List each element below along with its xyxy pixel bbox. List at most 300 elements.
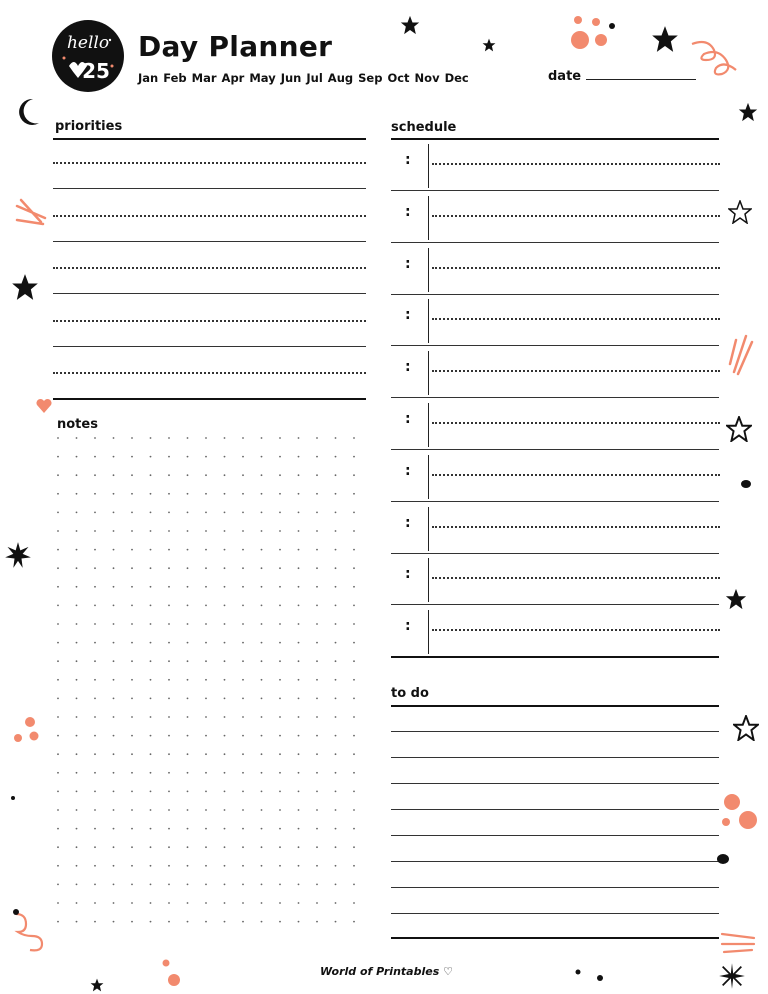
month-jan[interactable]: Jan bbox=[138, 71, 159, 85]
grid-dot bbox=[316, 456, 318, 458]
grid-dot bbox=[187, 716, 189, 718]
page-title: Day Planner bbox=[138, 30, 333, 63]
time-divider bbox=[428, 455, 429, 499]
grid-dot bbox=[353, 884, 355, 886]
grid-dot bbox=[150, 884, 152, 886]
grid-dot bbox=[205, 530, 207, 532]
grid-dot bbox=[187, 660, 189, 662]
grid-dot bbox=[57, 902, 59, 904]
grid-dot bbox=[76, 902, 78, 904]
grid-dot bbox=[353, 865, 355, 867]
grid-dot bbox=[113, 605, 115, 607]
grid-dot bbox=[131, 921, 133, 923]
grid-dot bbox=[224, 791, 226, 793]
grid-dot bbox=[205, 716, 207, 718]
grid-dot bbox=[168, 809, 170, 811]
grid-dot bbox=[76, 567, 78, 569]
grid-dot bbox=[298, 846, 300, 848]
grid-dot bbox=[205, 512, 207, 514]
grid-dot bbox=[94, 586, 96, 588]
grid-dot bbox=[205, 735, 207, 737]
grid-dot bbox=[261, 884, 263, 886]
priorities-bottom-rule bbox=[53, 398, 366, 400]
grid-dot bbox=[224, 865, 226, 867]
grid-dot bbox=[353, 809, 355, 811]
grid-dot bbox=[205, 549, 207, 551]
grid-dot bbox=[242, 921, 244, 923]
month-dec[interactable]: Dec bbox=[444, 71, 469, 85]
grid-dot bbox=[298, 605, 300, 607]
grid-dot bbox=[168, 567, 170, 569]
grid-dot bbox=[261, 698, 263, 700]
time-separator: : bbox=[405, 152, 411, 168]
grid-dot bbox=[316, 735, 318, 737]
schedule-row-divider bbox=[391, 242, 719, 243]
grid-dot bbox=[335, 474, 337, 476]
grid-dot bbox=[76, 809, 78, 811]
priorities-title: priorities bbox=[55, 119, 123, 134]
grid-dot bbox=[113, 530, 115, 532]
grid-dot bbox=[150, 921, 152, 923]
grid-dot bbox=[298, 456, 300, 458]
grid-dot bbox=[94, 698, 96, 700]
grid-dot bbox=[298, 567, 300, 569]
grid-dot bbox=[335, 493, 337, 495]
grid-dot bbox=[150, 716, 152, 718]
grid-dot bbox=[242, 660, 244, 662]
grid-dot bbox=[316, 679, 318, 681]
grid-dot bbox=[205, 921, 207, 923]
grid-dot bbox=[279, 474, 281, 476]
grid-dot bbox=[131, 846, 133, 848]
grid-dot bbox=[57, 772, 59, 774]
hello-2025-logo bbox=[50, 18, 126, 94]
grid-dot bbox=[335, 549, 337, 551]
grid-dot bbox=[353, 921, 355, 923]
grid-dot bbox=[57, 567, 59, 569]
grid-dot bbox=[57, 530, 59, 532]
star-outline-2-icon bbox=[726, 416, 752, 442]
grid-dot bbox=[57, 493, 59, 495]
sparkle-lines-icon bbox=[15, 198, 49, 228]
grid-dot bbox=[298, 679, 300, 681]
grid-dot bbox=[76, 586, 78, 588]
grid-dot bbox=[76, 605, 78, 607]
grid-dot bbox=[242, 605, 244, 607]
notes-dot-grid[interactable] bbox=[52, 432, 370, 944]
grid-dot bbox=[353, 530, 355, 532]
grid-dot bbox=[187, 828, 189, 830]
schedule-entry-line[interactable] bbox=[432, 629, 720, 631]
grid-dot bbox=[279, 921, 281, 923]
grid-dot bbox=[205, 456, 207, 458]
grid-dot bbox=[353, 753, 355, 755]
grid-dot bbox=[94, 902, 96, 904]
grid-dot bbox=[76, 828, 78, 830]
grid-dot bbox=[316, 474, 318, 476]
swirl-icon bbox=[12, 908, 60, 956]
time-divider bbox=[428, 558, 429, 602]
grid-dot bbox=[205, 753, 207, 755]
time-separator: : bbox=[405, 618, 411, 635]
grid-dot bbox=[298, 698, 300, 700]
grid-dot bbox=[205, 884, 207, 886]
priorities-rule bbox=[53, 138, 366, 140]
grid-dot bbox=[57, 716, 59, 718]
todo-line[interactable] bbox=[391, 809, 719, 810]
grid-dot bbox=[113, 642, 115, 644]
grid-dot bbox=[187, 437, 189, 439]
star-small-top-icon bbox=[482, 38, 496, 52]
priority-line[interactable] bbox=[53, 267, 366, 269]
grid-dot bbox=[76, 549, 78, 551]
grid-dot bbox=[187, 549, 189, 551]
grid-dot bbox=[261, 809, 263, 811]
grid-dot bbox=[353, 549, 355, 551]
grid-dot bbox=[224, 493, 226, 495]
grid-dot bbox=[242, 549, 244, 551]
grid-dot bbox=[224, 884, 226, 886]
grid-dot bbox=[113, 753, 115, 755]
month-jul[interactable]: Jul bbox=[306, 71, 323, 85]
star-icon bbox=[11, 273, 39, 301]
grid-dot bbox=[279, 791, 281, 793]
grid-dot bbox=[242, 698, 244, 700]
dots-coral-bottom-icon bbox=[160, 958, 184, 988]
grid-dot bbox=[150, 623, 152, 625]
priority-divider bbox=[53, 241, 366, 242]
grid-dot bbox=[353, 772, 355, 774]
grid-dot bbox=[113, 772, 115, 774]
grid-dot bbox=[261, 642, 263, 644]
grid-dot bbox=[353, 735, 355, 737]
grid-dot bbox=[279, 586, 281, 588]
grid-dot bbox=[187, 753, 189, 755]
grid-dot bbox=[131, 660, 133, 662]
grid-dot bbox=[205, 902, 207, 904]
grid-dot bbox=[353, 791, 355, 793]
schedule-entry-line[interactable] bbox=[432, 267, 720, 269]
grid-dot bbox=[94, 921, 96, 923]
grid-dot bbox=[353, 605, 355, 607]
todo-line[interactable] bbox=[391, 835, 719, 836]
schedule-title: schedule bbox=[391, 120, 457, 135]
month-sep[interactable]: Sep bbox=[358, 71, 383, 85]
grid-dot bbox=[94, 753, 96, 755]
schedule-row-divider bbox=[391, 449, 719, 450]
grid-dot bbox=[242, 716, 244, 718]
grid-dot bbox=[279, 512, 281, 514]
svg-text:25: 25 bbox=[82, 59, 110, 83]
grid-dot bbox=[224, 605, 226, 607]
grid-dot bbox=[131, 642, 133, 644]
grid-dot bbox=[335, 865, 337, 867]
month-mar[interactable]: Mar bbox=[191, 71, 217, 85]
time-divider bbox=[428, 507, 429, 551]
grid-dot bbox=[168, 437, 170, 439]
grid-dot bbox=[76, 530, 78, 532]
grid-dot bbox=[205, 809, 207, 811]
grid-dot bbox=[316, 772, 318, 774]
grid-dot bbox=[242, 846, 244, 848]
grid-dot bbox=[224, 753, 226, 755]
small-star-icon bbox=[90, 978, 104, 992]
grid-dot bbox=[168, 549, 170, 551]
grid-dot bbox=[224, 586, 226, 588]
date-field[interactable] bbox=[586, 79, 696, 80]
grid-dot bbox=[94, 493, 96, 495]
grid-dot bbox=[76, 772, 78, 774]
schedule-row-divider bbox=[391, 604, 719, 605]
grid-dot bbox=[131, 567, 133, 569]
grid-dot bbox=[335, 623, 337, 625]
grid-dot bbox=[94, 828, 96, 830]
grid-dot bbox=[150, 865, 152, 867]
grid-dot bbox=[168, 753, 170, 755]
schedule-row-divider bbox=[391, 294, 719, 295]
grid-dot bbox=[57, 512, 59, 514]
grid-dot bbox=[353, 586, 355, 588]
grid-dot bbox=[261, 772, 263, 774]
grid-dot bbox=[94, 605, 96, 607]
grid-dot bbox=[242, 772, 244, 774]
grid-dot bbox=[131, 549, 133, 551]
schedule-entry-line[interactable] bbox=[432, 215, 720, 217]
schedule-entry-line[interactable] bbox=[432, 370, 720, 372]
grid-dot bbox=[279, 698, 281, 700]
star-right-2-icon bbox=[725, 588, 747, 610]
grid-dot bbox=[224, 437, 226, 439]
priority-line[interactable] bbox=[53, 215, 366, 217]
grid-dot bbox=[113, 698, 115, 700]
grid-dot bbox=[316, 753, 318, 755]
grid-dot bbox=[187, 772, 189, 774]
schedule-entry-line[interactable] bbox=[432, 474, 720, 476]
burst-star-icon bbox=[4, 541, 32, 569]
todo-line[interactable] bbox=[391, 757, 719, 758]
grid-dot bbox=[316, 865, 318, 867]
grid-dot bbox=[261, 549, 263, 551]
grid-dot bbox=[76, 716, 78, 718]
grid-dot bbox=[187, 791, 189, 793]
todo-line[interactable] bbox=[391, 783, 719, 784]
grid-dot bbox=[57, 735, 59, 737]
grid-dot bbox=[298, 493, 300, 495]
priority-divider bbox=[53, 346, 366, 347]
grid-dot bbox=[335, 679, 337, 681]
grid-dot bbox=[279, 809, 281, 811]
schedule-entry-line[interactable] bbox=[432, 577, 720, 579]
grid-dot bbox=[316, 437, 318, 439]
grid-dot bbox=[205, 846, 207, 848]
schedule-entry-line[interactable] bbox=[432, 422, 720, 424]
grid-dot bbox=[261, 921, 263, 923]
grid-dot bbox=[168, 846, 170, 848]
grid-dot bbox=[224, 902, 226, 904]
grid-dot bbox=[242, 884, 244, 886]
priority-line[interactable] bbox=[53, 372, 366, 374]
grid-dot bbox=[316, 549, 318, 551]
grid-dot bbox=[57, 884, 59, 886]
grid-dot bbox=[150, 660, 152, 662]
grid-dot bbox=[113, 679, 115, 681]
grid-dot bbox=[205, 698, 207, 700]
grid-dot bbox=[298, 735, 300, 737]
grid-dot bbox=[316, 605, 318, 607]
grid-dot bbox=[242, 474, 244, 476]
grid-dot bbox=[113, 809, 115, 811]
burst-star-bottom-icon bbox=[718, 962, 746, 990]
grid-dot bbox=[261, 623, 263, 625]
month-feb[interactable]: Feb bbox=[163, 71, 187, 85]
grid-dot bbox=[335, 772, 337, 774]
time-divider bbox=[428, 403, 429, 447]
heart-outline-icon: ♡ bbox=[443, 965, 453, 978]
priority-line[interactable] bbox=[53, 162, 366, 164]
grid-dot bbox=[94, 846, 96, 848]
grid-dot bbox=[316, 809, 318, 811]
grid-dot bbox=[168, 828, 170, 830]
grid-dot bbox=[113, 735, 115, 737]
schedule-entry-line[interactable] bbox=[432, 163, 720, 165]
grid-dot bbox=[261, 567, 263, 569]
grid-dot bbox=[298, 586, 300, 588]
priority-divider bbox=[53, 188, 366, 189]
grid-dot bbox=[353, 660, 355, 662]
grid-dot bbox=[76, 921, 78, 923]
brand-footer bbox=[320, 965, 453, 978]
grid-dot bbox=[94, 530, 96, 532]
grid-dot bbox=[113, 791, 115, 793]
grid-dot bbox=[57, 623, 59, 625]
grid-dot bbox=[187, 865, 189, 867]
grid-dot bbox=[76, 660, 78, 662]
schedule-rule bbox=[391, 138, 719, 140]
grid-dot bbox=[168, 530, 170, 532]
grid-dot bbox=[113, 865, 115, 867]
grid-dot bbox=[113, 846, 115, 848]
grid-dot bbox=[131, 735, 133, 737]
grid-dot bbox=[57, 846, 59, 848]
todo-line[interactable] bbox=[391, 887, 719, 888]
grid-dot bbox=[205, 660, 207, 662]
grid-dot bbox=[205, 586, 207, 588]
grid-dot bbox=[57, 660, 59, 662]
grid-dot bbox=[316, 642, 318, 644]
grid-dot bbox=[298, 716, 300, 718]
time-separator: : bbox=[405, 359, 411, 376]
grid-dot bbox=[335, 512, 337, 514]
grid-dot bbox=[131, 865, 133, 867]
grid-dot bbox=[205, 772, 207, 774]
star-outline-icon bbox=[728, 200, 752, 224]
grid-dot bbox=[57, 809, 59, 811]
grid-dot bbox=[76, 679, 78, 681]
month-oct[interactable]: Oct bbox=[387, 71, 410, 85]
grid-dot bbox=[298, 902, 300, 904]
grid-dot bbox=[150, 605, 152, 607]
grid-dot bbox=[261, 586, 263, 588]
grid-dot bbox=[261, 474, 263, 476]
grid-dot bbox=[94, 716, 96, 718]
grid-dot bbox=[261, 791, 263, 793]
grid-dot bbox=[298, 623, 300, 625]
grid-dot bbox=[261, 660, 263, 662]
grid-dot bbox=[168, 772, 170, 774]
star-right-icon bbox=[738, 102, 758, 122]
grid-dot bbox=[150, 549, 152, 551]
grid-dot bbox=[57, 437, 59, 439]
grid-dot bbox=[224, 921, 226, 923]
grid-dot bbox=[298, 642, 300, 644]
grid-dot bbox=[76, 623, 78, 625]
grid-dot bbox=[205, 493, 207, 495]
month-aug[interactable]: Aug bbox=[327, 71, 354, 85]
month-may[interactable]: May bbox=[249, 71, 276, 85]
grid-dot bbox=[131, 753, 133, 755]
todo-line[interactable] bbox=[391, 861, 719, 862]
grid-dot bbox=[131, 605, 133, 607]
grid-dot bbox=[261, 605, 263, 607]
grid-dot bbox=[94, 772, 96, 774]
grid-dot bbox=[94, 679, 96, 681]
dots-coral-icon bbox=[12, 714, 42, 744]
grid-dot bbox=[224, 623, 226, 625]
grid-dot bbox=[187, 605, 189, 607]
month-jun[interactable]: Jun bbox=[280, 71, 302, 85]
grid-dot bbox=[57, 549, 59, 551]
schedule-row-divider bbox=[391, 553, 719, 554]
grid-dot bbox=[224, 716, 226, 718]
todo-line[interactable] bbox=[391, 731, 719, 732]
grid-dot bbox=[261, 716, 263, 718]
grid-dot bbox=[205, 791, 207, 793]
grid-dot bbox=[335, 828, 337, 830]
grid-dot bbox=[353, 493, 355, 495]
grid-dot bbox=[242, 791, 244, 793]
grid-dot bbox=[205, 679, 207, 681]
grid-dot bbox=[187, 474, 189, 476]
grid-dot bbox=[94, 865, 96, 867]
grid-dot bbox=[316, 884, 318, 886]
grid-dot bbox=[113, 884, 115, 886]
sparkle-lines-right-icon bbox=[726, 334, 754, 376]
schedule-entry-line[interactable] bbox=[432, 318, 720, 320]
grid-dot bbox=[316, 828, 318, 830]
month-apr[interactable]: Apr bbox=[221, 71, 245, 85]
grid-dot bbox=[279, 623, 281, 625]
grid-dot bbox=[298, 474, 300, 476]
grid-dot bbox=[242, 828, 244, 830]
schedule-entry-line[interactable] bbox=[432, 526, 720, 528]
grid-dot bbox=[187, 642, 189, 644]
grid-dot bbox=[353, 437, 355, 439]
month-nov[interactable]: Nov bbox=[414, 71, 440, 85]
todo-line[interactable] bbox=[391, 913, 719, 914]
grid-dot bbox=[168, 474, 170, 476]
grid-dot bbox=[150, 474, 152, 476]
priority-line[interactable] bbox=[53, 320, 366, 322]
grid-dot bbox=[205, 567, 207, 569]
sparkle-lines-bottom-icon bbox=[720, 930, 756, 956]
grid-dot bbox=[150, 698, 152, 700]
grid-dot bbox=[261, 735, 263, 737]
grid-dot bbox=[261, 846, 263, 848]
grid-dot bbox=[242, 902, 244, 904]
grid-dot bbox=[242, 753, 244, 755]
grid-dot bbox=[316, 567, 318, 569]
time-separator: : bbox=[405, 203, 411, 220]
